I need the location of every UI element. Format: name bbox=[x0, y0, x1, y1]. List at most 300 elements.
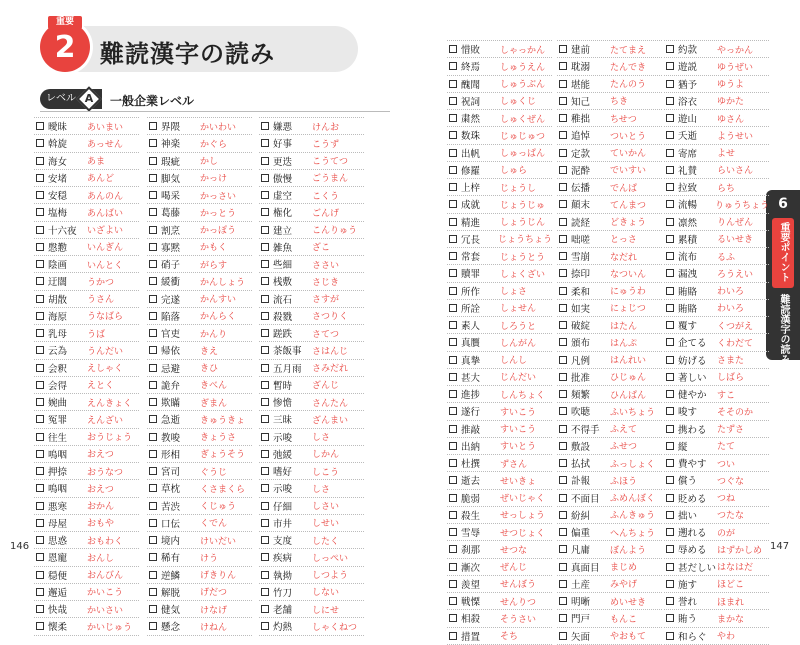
word-row bbox=[147, 618, 252, 635]
checkbox[interactable] bbox=[149, 329, 157, 337]
word-row bbox=[557, 145, 662, 162]
checkbox[interactable] bbox=[666, 511, 674, 519]
word-row bbox=[147, 256, 252, 273]
checkbox[interactable] bbox=[559, 321, 567, 329]
word-row bbox=[147, 515, 252, 532]
reading: たずさ bbox=[717, 425, 745, 436]
checkbox[interactable] bbox=[36, 364, 44, 372]
checkbox[interactable] bbox=[149, 226, 157, 234]
checkbox[interactable] bbox=[666, 269, 674, 277]
checkbox[interactable] bbox=[449, 494, 457, 502]
checkbox[interactable] bbox=[149, 484, 157, 492]
checkbox[interactable] bbox=[449, 149, 457, 157]
checkbox[interactable] bbox=[449, 511, 457, 519]
checkbox[interactable] bbox=[666, 304, 674, 312]
kanji-word: 懸念 bbox=[161, 622, 181, 634]
checkbox[interactable] bbox=[261, 605, 269, 613]
reading: ほまれ bbox=[717, 597, 745, 608]
checkbox[interactable] bbox=[149, 553, 157, 561]
kanji-word: 賄賂 bbox=[678, 303, 698, 315]
checkbox[interactable] bbox=[261, 312, 269, 320]
checkbox[interactable] bbox=[36, 139, 44, 147]
checkbox[interactable] bbox=[36, 398, 44, 406]
checkbox[interactable] bbox=[559, 390, 567, 398]
checkbox[interactable] bbox=[559, 528, 567, 536]
checkbox[interactable] bbox=[666, 114, 674, 122]
checkbox[interactable] bbox=[149, 364, 157, 372]
kanji-word: 蹉跌 bbox=[273, 329, 293, 341]
checkbox[interactable] bbox=[559, 632, 567, 640]
word-row bbox=[259, 480, 364, 497]
reading: くつがえ bbox=[717, 321, 754, 332]
checkbox[interactable] bbox=[449, 476, 457, 484]
reading: かいわい bbox=[200, 122, 237, 133]
reading: みやげ bbox=[610, 580, 638, 591]
checkbox[interactable] bbox=[449, 614, 457, 622]
checkbox[interactable] bbox=[666, 528, 674, 536]
kanji-word: 冗長 bbox=[461, 234, 481, 246]
reading: やっかん bbox=[717, 45, 754, 56]
checkbox[interactable] bbox=[449, 459, 457, 467]
checkbox[interactable] bbox=[261, 346, 269, 354]
reading: かっさい bbox=[200, 191, 237, 202]
checkbox[interactable] bbox=[149, 536, 157, 544]
checkbox[interactable] bbox=[449, 356, 457, 364]
checkbox[interactable] bbox=[261, 398, 269, 406]
checkbox[interactable] bbox=[666, 459, 674, 467]
checkbox[interactable] bbox=[261, 139, 269, 147]
kanji-word: 嫌悪 bbox=[273, 122, 293, 134]
reading: くじゅう bbox=[200, 502, 237, 513]
kanji-word: 雪崩 bbox=[571, 252, 591, 264]
checkbox[interactable] bbox=[36, 502, 44, 510]
word-row bbox=[447, 576, 552, 593]
checkbox[interactable] bbox=[559, 407, 567, 415]
checkbox[interactable] bbox=[36, 519, 44, 527]
checkbox[interactable] bbox=[449, 632, 457, 640]
checkbox[interactable] bbox=[261, 519, 269, 527]
word-row bbox=[34, 567, 139, 584]
checkbox[interactable] bbox=[149, 122, 157, 130]
checkbox[interactable] bbox=[149, 467, 157, 475]
word-row bbox=[557, 110, 662, 127]
kanji-word: 割烹 bbox=[161, 225, 181, 237]
checkbox[interactable] bbox=[261, 467, 269, 475]
checkbox[interactable] bbox=[559, 459, 567, 467]
checkbox[interactable] bbox=[666, 476, 674, 484]
kanji-word: 遊説 bbox=[678, 62, 698, 74]
checkbox[interactable] bbox=[449, 183, 457, 191]
checkbox[interactable] bbox=[449, 407, 457, 415]
checkbox[interactable] bbox=[559, 45, 567, 53]
checkbox[interactable] bbox=[36, 571, 44, 579]
checkbox[interactable] bbox=[36, 588, 44, 596]
checkbox[interactable] bbox=[149, 346, 157, 354]
checkbox[interactable] bbox=[559, 80, 567, 88]
kanji-word: 不面目 bbox=[571, 493, 600, 505]
checkbox[interactable] bbox=[449, 80, 457, 88]
checkbox[interactable] bbox=[149, 295, 157, 303]
checkbox[interactable] bbox=[36, 536, 44, 544]
checkbox[interactable] bbox=[36, 208, 44, 216]
checkbox[interactable] bbox=[449, 114, 457, 122]
word-row bbox=[664, 93, 769, 110]
checkbox[interactable] bbox=[261, 295, 269, 303]
checkbox[interactable] bbox=[559, 338, 567, 346]
kanji-word: 惨憺 bbox=[273, 398, 293, 410]
checkbox[interactable] bbox=[559, 511, 567, 519]
reading: しさ bbox=[312, 484, 331, 495]
checkbox[interactable] bbox=[449, 287, 457, 295]
checkbox[interactable] bbox=[261, 502, 269, 510]
reading: しさい bbox=[312, 502, 340, 513]
checkbox[interactable] bbox=[261, 174, 269, 182]
checkbox[interactable] bbox=[36, 295, 44, 303]
word-row bbox=[664, 248, 769, 265]
checkbox[interactable] bbox=[666, 235, 674, 243]
kanji-word: 逝去 bbox=[461, 476, 481, 488]
checkbox[interactable] bbox=[149, 174, 157, 182]
checkbox[interactable] bbox=[666, 580, 674, 588]
kanji-word: 終焉 bbox=[461, 62, 481, 74]
checkbox[interactable] bbox=[559, 545, 567, 553]
checkbox[interactable] bbox=[261, 226, 269, 234]
checkbox[interactable] bbox=[559, 131, 567, 139]
checkbox[interactable] bbox=[261, 122, 269, 130]
checkbox[interactable] bbox=[559, 166, 567, 174]
checkbox[interactable] bbox=[149, 588, 157, 596]
word-row bbox=[664, 352, 769, 369]
checkbox[interactable] bbox=[559, 356, 567, 364]
reading: ぼんよう bbox=[610, 545, 647, 556]
checkbox[interactable] bbox=[449, 252, 457, 260]
checkbox[interactable] bbox=[559, 252, 567, 260]
side-tab-number: 6 bbox=[778, 196, 788, 212]
checkbox[interactable] bbox=[449, 218, 457, 226]
checkbox[interactable] bbox=[559, 183, 567, 191]
checkbox[interactable] bbox=[449, 321, 457, 329]
checkbox[interactable] bbox=[149, 519, 157, 527]
reading: しょせん bbox=[500, 304, 537, 315]
checkbox[interactable] bbox=[36, 605, 44, 613]
checkbox[interactable] bbox=[149, 312, 157, 320]
word-column bbox=[259, 117, 364, 636]
reading: おえつ bbox=[87, 450, 114, 461]
checkbox[interactable] bbox=[261, 260, 269, 268]
checkbox[interactable] bbox=[666, 545, 674, 553]
kanji-word: 稀有 bbox=[161, 553, 181, 565]
checkbox[interactable] bbox=[36, 260, 44, 268]
checkbox[interactable] bbox=[666, 494, 674, 502]
reading: ちき bbox=[610, 97, 629, 108]
kanji-word: 甚大 bbox=[461, 372, 481, 384]
checkbox[interactable] bbox=[36, 191, 44, 199]
checkbox[interactable] bbox=[559, 476, 567, 484]
kanji-word: 流布 bbox=[678, 252, 698, 264]
word-row bbox=[34, 308, 139, 325]
kanji-word: 賄賂 bbox=[678, 286, 698, 298]
checkbox[interactable] bbox=[559, 97, 567, 105]
kanji-word: 寡黙 bbox=[161, 242, 181, 254]
checkbox[interactable] bbox=[449, 235, 457, 243]
checkbox[interactable] bbox=[666, 425, 674, 433]
kanji-word: 欺瞞 bbox=[161, 398, 181, 410]
word-row bbox=[447, 524, 552, 541]
word-row bbox=[147, 187, 252, 204]
checkbox[interactable] bbox=[149, 157, 157, 165]
checkbox[interactable] bbox=[666, 200, 674, 208]
checkbox[interactable] bbox=[449, 304, 457, 312]
checkbox[interactable] bbox=[666, 597, 674, 605]
checkbox[interactable] bbox=[666, 442, 674, 450]
kanji-word: 邂逅 bbox=[48, 587, 68, 599]
checkbox[interactable] bbox=[36, 450, 44, 458]
checkbox[interactable] bbox=[666, 149, 674, 157]
checkbox[interactable] bbox=[36, 415, 44, 423]
checkbox[interactable] bbox=[559, 614, 567, 622]
kanji-word: 妨げる bbox=[678, 355, 707, 367]
checkbox[interactable] bbox=[666, 131, 674, 139]
checkbox[interactable] bbox=[36, 122, 44, 130]
checkbox[interactable] bbox=[449, 597, 457, 605]
kanji-word: 伝播 bbox=[571, 183, 591, 195]
checkbox[interactable] bbox=[36, 174, 44, 182]
word-row bbox=[259, 325, 364, 342]
checkbox[interactable] bbox=[149, 605, 157, 613]
checkbox[interactable] bbox=[559, 580, 567, 588]
reading: はたん bbox=[610, 321, 638, 332]
checkbox[interactable] bbox=[261, 415, 269, 423]
checkbox[interactable] bbox=[449, 545, 457, 553]
kanji-word: 好事 bbox=[273, 139, 293, 151]
checkbox[interactable] bbox=[449, 62, 457, 70]
checkbox[interactable] bbox=[666, 373, 674, 381]
checkbox[interactable] bbox=[36, 243, 44, 251]
word-row bbox=[147, 239, 252, 256]
checkbox[interactable] bbox=[149, 622, 157, 630]
reading: ふせつ bbox=[610, 442, 638, 453]
checkbox[interactable] bbox=[261, 536, 269, 544]
reading: ふいちょう bbox=[610, 407, 656, 418]
checkbox[interactable] bbox=[36, 553, 44, 561]
checkbox[interactable] bbox=[666, 407, 674, 415]
word-row bbox=[147, 429, 252, 446]
checkbox[interactable] bbox=[559, 62, 567, 70]
checkbox[interactable] bbox=[149, 381, 157, 389]
checkbox[interactable] bbox=[36, 381, 44, 389]
reading: でんぱ bbox=[610, 183, 638, 194]
checkbox[interactable] bbox=[666, 183, 674, 191]
checkbox[interactable] bbox=[666, 356, 674, 364]
word-row bbox=[34, 411, 139, 428]
checkbox[interactable] bbox=[559, 373, 567, 381]
checkbox[interactable] bbox=[261, 571, 269, 579]
checkbox[interactable] bbox=[36, 484, 44, 492]
word-row bbox=[557, 352, 662, 369]
kanji-word: 悪寒 bbox=[48, 501, 68, 513]
checkbox[interactable] bbox=[149, 502, 157, 510]
word-row bbox=[557, 610, 662, 627]
word-row bbox=[147, 377, 252, 394]
checkbox[interactable] bbox=[36, 433, 44, 441]
word-column bbox=[557, 40, 662, 645]
kanji-word: 雑魚 bbox=[273, 242, 293, 254]
checkbox[interactable] bbox=[36, 277, 44, 285]
checkbox[interactable] bbox=[449, 45, 457, 53]
checkbox[interactable] bbox=[261, 157, 269, 165]
reading: らち bbox=[717, 183, 736, 194]
checkbox[interactable] bbox=[559, 442, 567, 450]
checkbox[interactable] bbox=[261, 622, 269, 630]
word-row bbox=[147, 532, 252, 549]
word-row bbox=[147, 446, 252, 463]
reading: ゆうぜい bbox=[717, 62, 754, 73]
word-row bbox=[447, 162, 552, 179]
checkbox[interactable] bbox=[666, 252, 674, 260]
kanji-word: 紛糾 bbox=[571, 510, 591, 522]
checkbox[interactable] bbox=[666, 97, 674, 105]
checkbox[interactable] bbox=[666, 338, 674, 346]
word-row bbox=[557, 507, 662, 524]
checkbox[interactable] bbox=[559, 494, 567, 502]
checkbox[interactable] bbox=[261, 191, 269, 199]
checkbox[interactable] bbox=[666, 632, 674, 640]
checkbox[interactable] bbox=[449, 442, 457, 450]
checkbox[interactable] bbox=[36, 467, 44, 475]
checkbox[interactable] bbox=[666, 45, 674, 53]
reading: こくう bbox=[312, 191, 340, 202]
reading: ふめんぼく bbox=[610, 494, 656, 505]
reading: ざこ bbox=[312, 243, 331, 254]
checkbox[interactable] bbox=[559, 269, 567, 277]
page-title: 難読漢字の読み bbox=[100, 40, 275, 68]
checkbox[interactable] bbox=[149, 139, 157, 147]
checkbox[interactable] bbox=[559, 200, 567, 208]
checkbox[interactable] bbox=[559, 597, 567, 605]
checkbox[interactable] bbox=[449, 528, 457, 536]
checkbox[interactable] bbox=[449, 269, 457, 277]
reading: しばら bbox=[717, 373, 745, 384]
kanji-word: 知己 bbox=[571, 96, 591, 108]
checkbox[interactable] bbox=[261, 364, 269, 372]
reading: すいこう bbox=[500, 425, 537, 436]
checkbox[interactable] bbox=[36, 226, 44, 234]
checkbox[interactable] bbox=[666, 80, 674, 88]
reading: とっさ bbox=[610, 235, 637, 246]
checkbox[interactable] bbox=[449, 563, 457, 571]
reading: おかん bbox=[87, 502, 115, 513]
checkbox[interactable] bbox=[36, 157, 44, 165]
checkbox[interactable] bbox=[36, 329, 44, 337]
checkbox[interactable] bbox=[36, 312, 44, 320]
checkbox[interactable] bbox=[149, 260, 157, 268]
checkbox[interactable] bbox=[261, 381, 269, 389]
checkbox[interactable] bbox=[559, 304, 567, 312]
word-row bbox=[147, 342, 252, 359]
checkbox[interactable] bbox=[149, 571, 157, 579]
checkbox[interactable] bbox=[666, 390, 674, 398]
reading: ほどこ bbox=[717, 580, 745, 591]
checkbox[interactable] bbox=[261, 553, 269, 561]
word-row bbox=[664, 179, 769, 196]
word-row bbox=[557, 386, 662, 403]
checkbox[interactable] bbox=[559, 218, 567, 226]
checkbox[interactable] bbox=[261, 588, 269, 596]
checkbox[interactable] bbox=[666, 287, 674, 295]
checkbox[interactable] bbox=[149, 398, 157, 406]
checkbox[interactable] bbox=[149, 243, 157, 251]
importance-tag: 重要 bbox=[48, 16, 82, 29]
checkbox[interactable] bbox=[149, 208, 157, 216]
reading: どきょう bbox=[610, 218, 647, 229]
checkbox[interactable] bbox=[149, 191, 157, 199]
kanji-word: 払拭 bbox=[571, 459, 591, 471]
kanji-word: 示唆 bbox=[273, 484, 293, 496]
kanji-word: 泥酔 bbox=[571, 165, 591, 177]
checkbox[interactable] bbox=[559, 563, 567, 571]
word-row bbox=[557, 334, 662, 351]
kanji-word: 稚拙 bbox=[571, 114, 591, 126]
checkbox[interactable] bbox=[449, 131, 457, 139]
reading: ぎょうそう bbox=[200, 450, 246, 461]
checkbox[interactable] bbox=[149, 277, 157, 285]
checkbox[interactable] bbox=[666, 321, 674, 329]
checkbox[interactable] bbox=[559, 287, 567, 295]
checkbox[interactable] bbox=[149, 450, 157, 458]
checkbox[interactable] bbox=[559, 235, 567, 243]
kanji-word: 葛藤 bbox=[161, 208, 181, 220]
checkbox[interactable] bbox=[449, 390, 457, 398]
word-row bbox=[34, 429, 139, 446]
checkbox[interactable] bbox=[261, 277, 269, 285]
checkbox[interactable] bbox=[449, 580, 457, 588]
checkbox[interactable] bbox=[261, 208, 269, 216]
checkbox[interactable] bbox=[261, 433, 269, 441]
reading: たんのう bbox=[610, 80, 647, 91]
checkbox[interactable] bbox=[449, 425, 457, 433]
checkbox[interactable] bbox=[261, 329, 269, 337]
checkbox[interactable] bbox=[559, 114, 567, 122]
checkbox[interactable] bbox=[261, 243, 269, 251]
checkbox[interactable] bbox=[666, 563, 674, 571]
kanji-word: 如実 bbox=[571, 303, 591, 315]
reading: じょうとう bbox=[500, 252, 546, 263]
checkbox[interactable] bbox=[449, 373, 457, 381]
checkbox[interactable] bbox=[149, 415, 157, 423]
checkbox[interactable] bbox=[449, 338, 457, 346]
checkbox[interactable] bbox=[666, 62, 674, 70]
reading: まかな bbox=[717, 614, 745, 625]
reading: しない bbox=[312, 588, 340, 599]
checkbox[interactable] bbox=[449, 166, 457, 174]
checkbox[interactable] bbox=[559, 149, 567, 157]
kanji-word: 胡散 bbox=[48, 294, 68, 306]
checkbox[interactable] bbox=[559, 425, 567, 433]
reading: けいだい bbox=[200, 536, 237, 547]
checkbox[interactable] bbox=[449, 97, 457, 105]
checkbox[interactable] bbox=[261, 450, 269, 458]
checkbox[interactable] bbox=[36, 622, 44, 630]
kanji-word: 暫時 bbox=[273, 380, 293, 392]
checkbox[interactable] bbox=[36, 346, 44, 354]
checkbox[interactable] bbox=[449, 200, 457, 208]
checkbox[interactable] bbox=[666, 218, 674, 226]
checkbox[interactable] bbox=[149, 433, 157, 441]
checkbox[interactable] bbox=[261, 484, 269, 492]
checkbox[interactable] bbox=[666, 166, 674, 174]
checkbox[interactable] bbox=[666, 614, 674, 622]
reading: すいとう bbox=[500, 442, 537, 453]
